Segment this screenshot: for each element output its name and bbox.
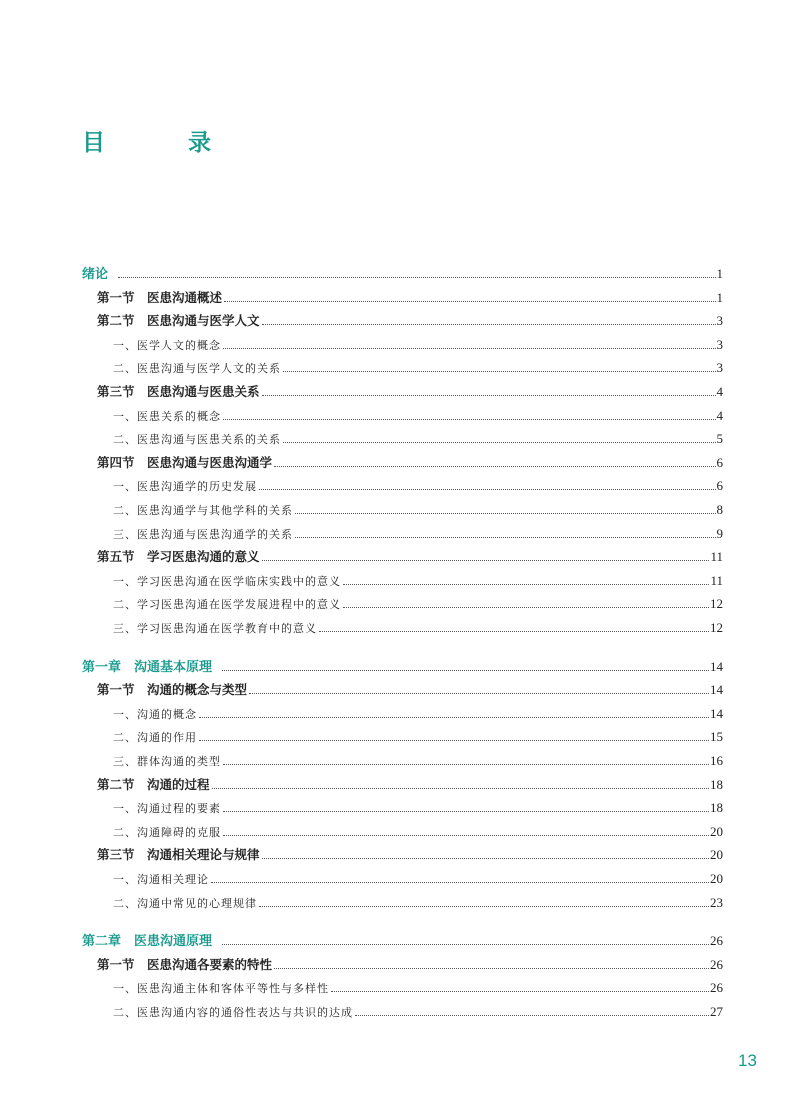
toc-section[interactable] [0,451,800,471]
dot-leader [319,631,709,632]
toc-entry-label: 一、沟通的概念 [113,707,197,721]
dot-leader [212,788,709,789]
toc-item[interactable] [0,333,800,353]
toc-item[interactable] [0,498,800,518]
toc-entry-label: 二、医患沟通与医学人文的关系 [113,362,281,376]
toc-entry-page: 1 [716,266,723,281]
dot-leader [211,882,709,883]
toc-entry-label: 三、医患沟通与医患沟通学的关系 [113,527,293,541]
dot-leader [249,693,709,694]
toc-entry-label: 二、学习医患沟通在医学发展进程中的意义 [113,598,341,612]
dot-leader [224,301,715,302]
toc-entry-page: 6 [716,454,723,470]
toc-section[interactable] [0,678,800,698]
dot-leader [274,968,709,969]
toc-entry-label: 二、医患沟通学与其他学科的关系 [113,504,293,517]
dot-leader [295,513,716,514]
dot-leader [118,277,715,278]
toc-section[interactable] [0,773,800,793]
toc-item[interactable] [0,616,800,636]
toc-item[interactable] [0,592,800,612]
dot-leader [223,348,716,349]
toc-entry-page: 18 [710,776,723,792]
dot-leader [295,537,716,538]
dot-leader [223,835,709,836]
toc-item[interactable] [0,820,800,840]
toc-entry-page: 3 [716,360,723,376]
toc-entry-page: 14 [710,658,723,674]
toc-entry-label: 一、医学人文的概念 [113,338,221,352]
toc-section[interactable] [0,545,800,565]
toc-entry-page: 23 [710,894,723,910]
toc-item[interactable] [0,427,800,447]
toc-item[interactable] [0,749,800,769]
toc-entry-label: 第二节 沟通的过程 [97,776,210,792]
dot-leader [343,607,709,608]
toc-entry-page: 14 [710,705,723,721]
page-number: 13 [738,1051,757,1070]
toc-entry-page: 4 [716,384,723,399]
toc-chapter[interactable] [0,655,800,675]
toc-entry-page: 6 [716,478,723,494]
dot-leader [223,811,709,812]
toc-section[interactable] [0,953,800,973]
toc-entry-label: 三、学习医患沟通在医学教育中的意义 [113,622,317,635]
dot-leader [262,858,709,859]
toc-entry-page: 20 [710,871,723,886]
toc-entry-page: 3 [716,313,723,329]
toc-entry-label: 三、群体沟通的类型 [113,755,221,768]
dot-leader [355,1015,709,1016]
toc-entry-page: 11 [710,549,723,565]
dot-leader [262,324,716,325]
toc-item[interactable] [0,1000,800,1020]
dot-leader [223,764,709,765]
dot-leader [262,560,710,561]
toc-entry-label: 二、沟通障碍的克服 [113,825,221,839]
toc-item[interactable] [0,522,800,542]
toc-entry-page: 3 [716,336,723,352]
dot-leader [259,489,716,490]
toc-entry-label: 二、医患沟通与医患关系的关系 [113,433,281,447]
toc-entry-label: 第一章 沟通基本原理 [82,659,213,675]
toc-section[interactable] [0,286,800,306]
toc-item[interactable] [0,976,800,996]
toc-item[interactable] [0,725,800,745]
toc-entry-label: 二、沟通中常见的心理规律 [113,896,257,910]
toc-entry-page: 4 [716,407,723,423]
toc-entry-page: 20 [710,847,723,863]
dot-leader [222,670,709,671]
toc-item[interactable] [0,891,800,911]
toc-section[interactable] [0,843,800,863]
dot-leader [199,740,709,741]
toc-entry-page: 12 [710,620,723,635]
toc-entry-page: 15 [710,729,723,745]
toc-entry-label: 第三节 医患沟通与医患关系 [97,384,260,399]
toc-entry-label: 一、沟通相关理论 [113,873,209,886]
toc-entry-label: 一、沟通过程的要素 [113,802,221,816]
toc-item[interactable] [0,569,800,589]
toc-entry-label: 第四节 医患沟通与医患沟通学 [97,454,273,470]
toc-entry-page: 20 [710,823,723,839]
toc-entry-page: 26 [710,933,723,949]
toc-entry-page: 9 [716,525,723,541]
dot-leader [343,584,709,585]
dot-leader [262,395,716,396]
page-title: 目 录 [82,130,241,156]
toc-section[interactable] [0,380,800,400]
dot-leader [274,466,715,467]
toc-entry-page: 16 [710,753,723,768]
toc-entry-label: 二、医患沟通内容的通俗性表达与共识的达成 [113,1006,353,1019]
toc-entry-label: 第二节 医患沟通与医学人文 [97,313,260,329]
toc-entry-label: 绪论 [82,267,109,282]
toc-item[interactable] [0,796,800,816]
toc-entry-label: 第三节 沟通相关理论与规律 [97,847,260,863]
toc-entry-label: 一、学习医患沟通在医学临床实践中的意义 [113,574,341,588]
toc-entry-label: 第五节 学习医患沟通的意义 [97,549,260,565]
toc-entry-page: 5 [716,431,723,447]
toc-entry-label: 一、医患沟通学的历史发展 [113,480,257,494]
toc-entry-label: 第一节 医患沟通各要素的特性 [97,956,273,972]
toc-section[interactable] [0,309,800,329]
toc-item[interactable] [0,474,800,494]
toc-entry-label: 第一节 沟通的概念与类型 [97,682,248,698]
toc-entry-page: 1 [716,289,723,305]
dot-leader [222,944,709,945]
toc-entry-page: 8 [716,502,723,517]
toc-entry-page: 26 [710,980,723,996]
dot-leader [199,717,709,718]
toc-chapter[interactable] [0,929,800,949]
dot-leader [283,371,716,372]
toc-entry-label: 一、医患关系的概念 [113,409,221,423]
dot-leader [223,419,716,420]
toc-entry-page: 12 [710,596,723,612]
toc-entry-page: 26 [710,956,723,972]
toc-item[interactable] [0,702,800,722]
dot-leader [283,442,716,443]
toc-entry-label: 第一节 医患沟通概述 [97,289,223,305]
toc-chapter[interactable] [0,262,800,282]
dot-leader [259,906,709,907]
toc-entry-page: 27 [710,1004,723,1019]
toc-entry-page: 11 [710,572,723,588]
toc-item[interactable] [0,404,800,424]
toc-item[interactable] [0,356,800,376]
toc-entry-page: 18 [710,800,723,816]
toc-item[interactable] [0,867,800,887]
toc-entry-label: 二、沟通的作用 [113,731,197,745]
dot-leader [331,991,709,992]
toc-entry-page: 14 [710,682,723,698]
toc-entry-label: 一、医患沟通主体和客体平等性与多样性 [113,982,329,996]
toc-entry-label: 第二章 医患沟通原理 [82,934,213,950]
